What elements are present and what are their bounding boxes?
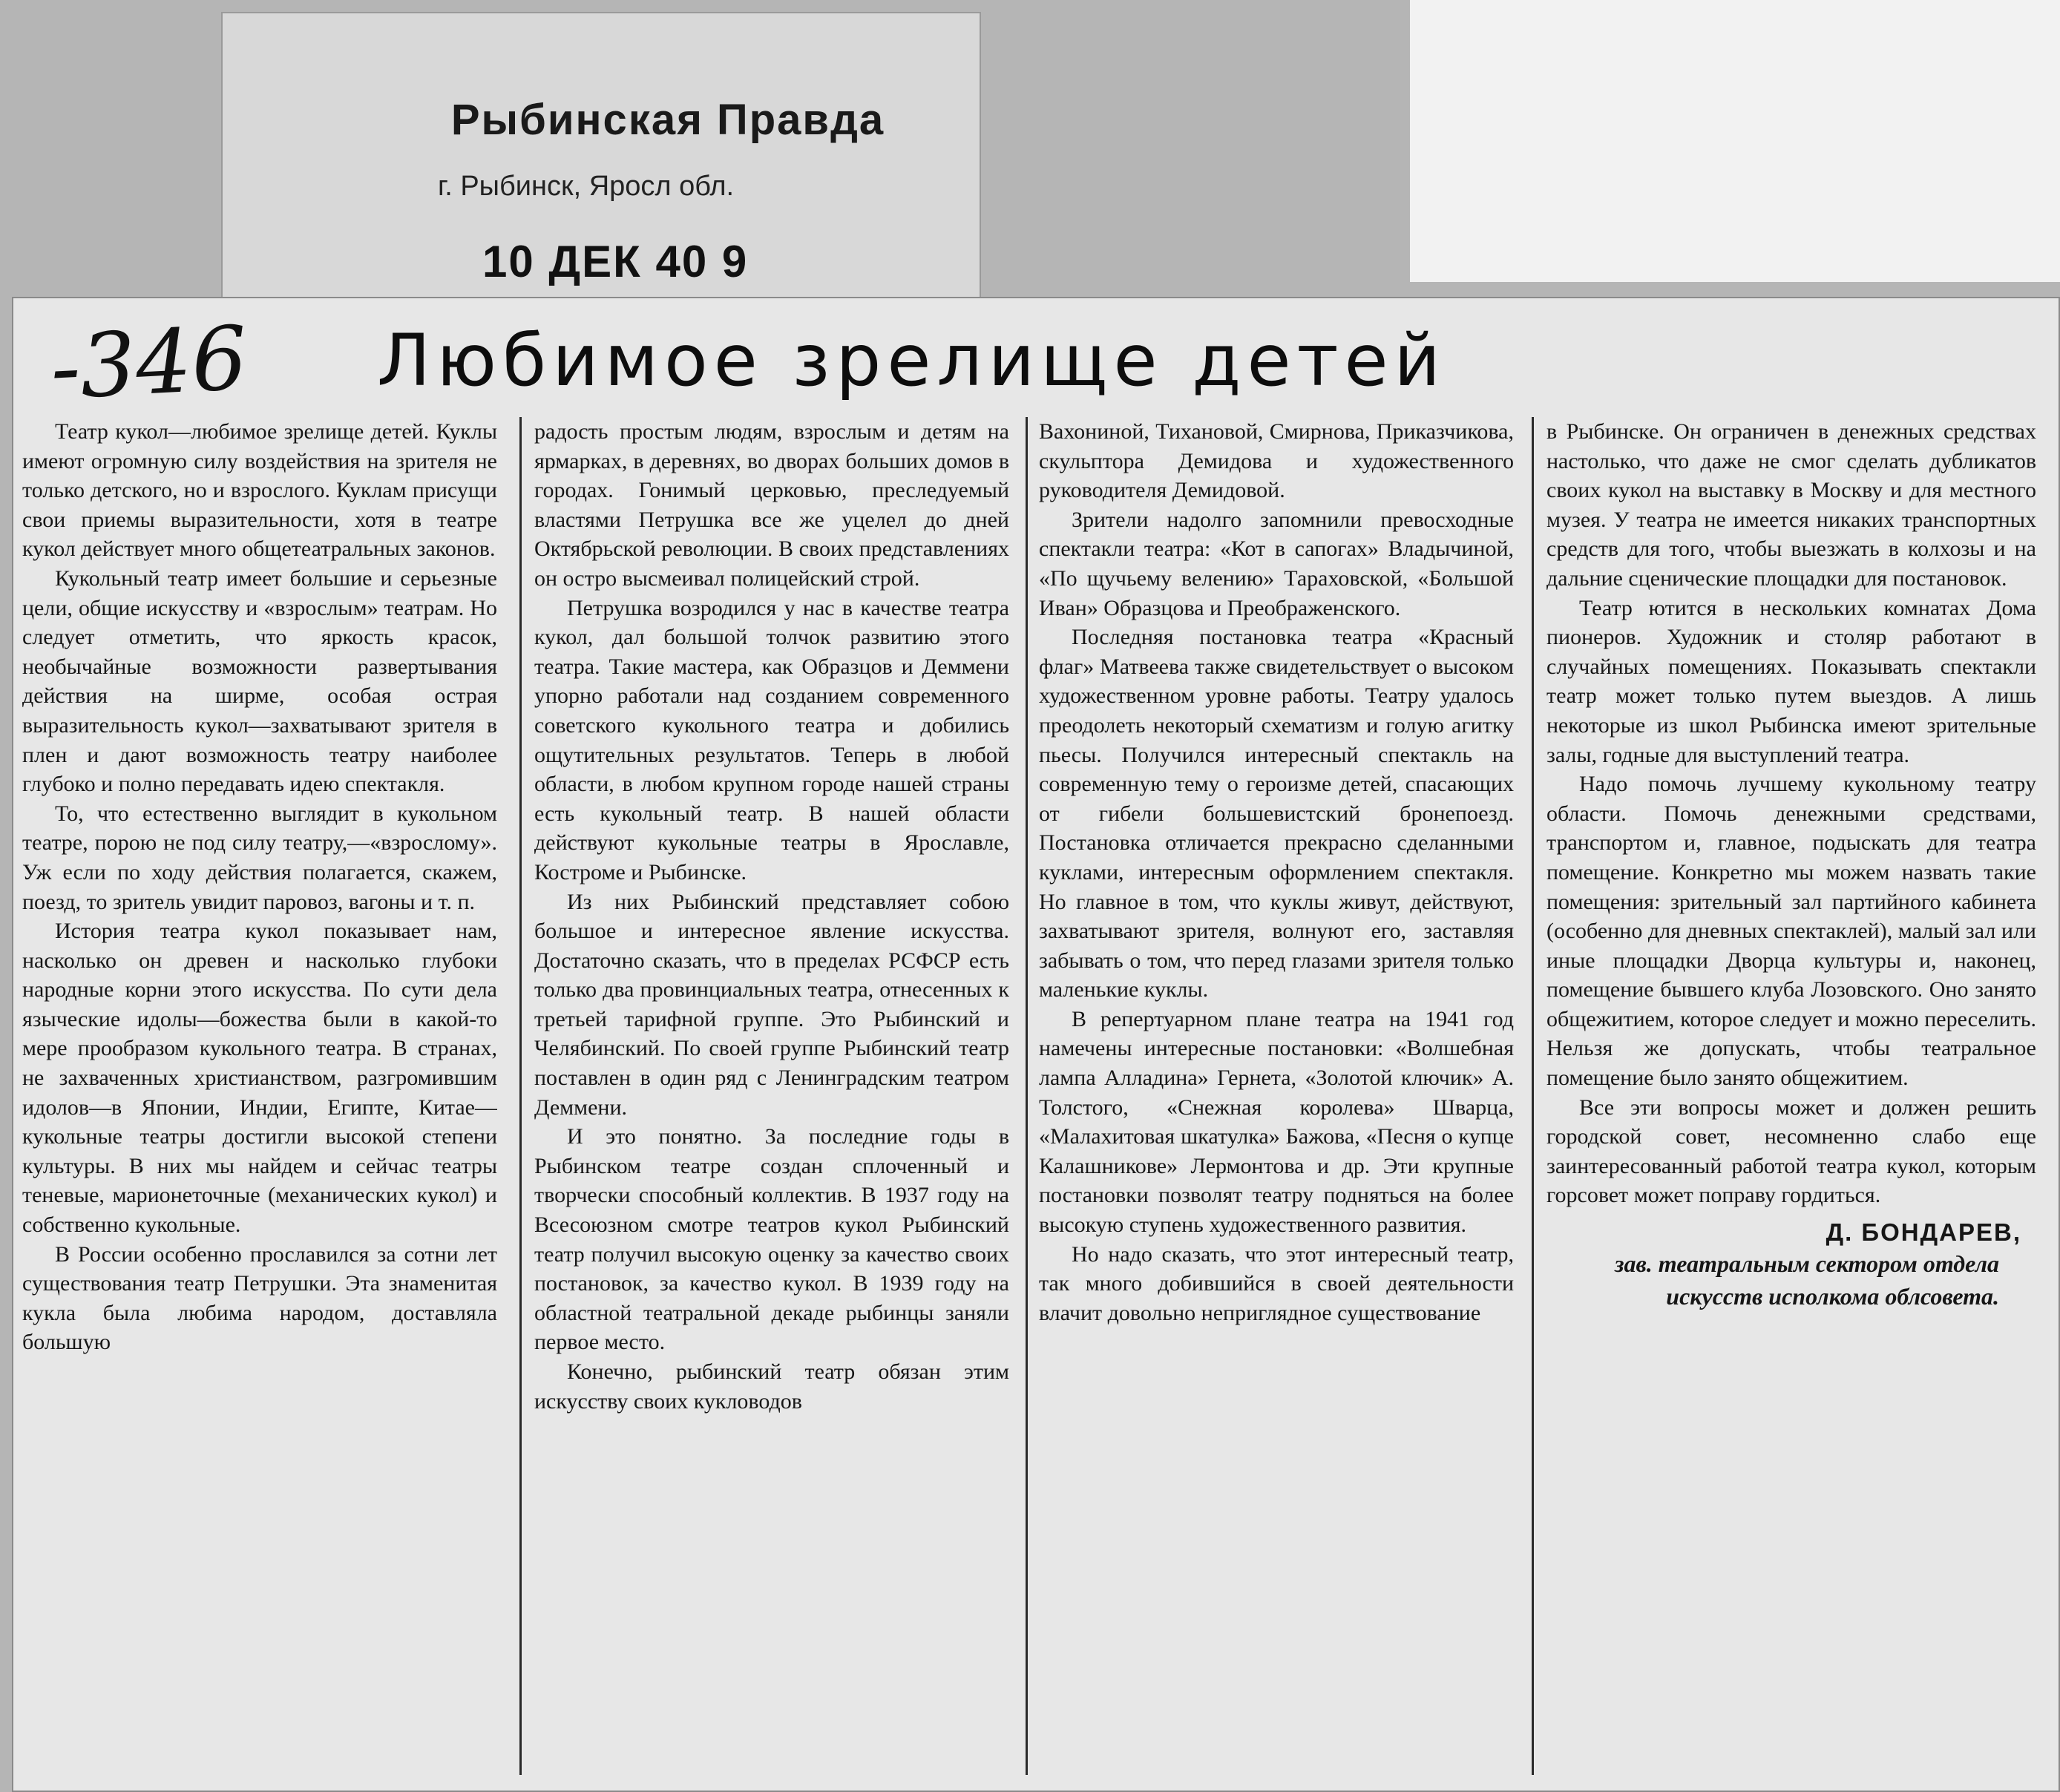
newspaper-name: Рыбинская Правда <box>450 96 885 144</box>
column-divider <box>1532 417 1534 1775</box>
newspaper-clipping <box>12 297 2060 1792</box>
paragraph: Петрушка возродился у нас в качестве театра кукол, дал большой толчок развитию этого театра. Такие мастера, как Образцов и Деммени упорно работали над созданием современного советского кукольного театра и добились ощутительных результатов. Теперь в любой области, в любом крупном городе нашей страны есть кукольный театр. В нашей области действуют кукольные театры в Ярославле, Костроме и Рыбинске. <box>534 595 1009 884</box>
paragraph: В России особенно прославился за сотни лет существования театр Петрушки. Эта знаменитая кукла была любима народом, доставляла большую <box>22 1241 497 1355</box>
archive-number: -346 <box>47 306 250 419</box>
article-column-4 <box>1546 417 2036 1775</box>
stamp-date: 10 ДЕК 40 9 <box>482 237 749 286</box>
paragraph: Конечно, рыбинский театр обязан этим искусству своих кукловодов <box>534 1359 1009 1414</box>
article-headline: Любимое зрелище детей <box>377 319 1446 402</box>
column-divider <box>519 417 522 1775</box>
article-column-1 <box>22 417 497 1775</box>
paragraph: Последняя постановка театра «Красный флаг» Матвеева также свидетельствует о высоком художественном уровне работы. Театру удалось преодолеть некоторый схематизм и голую агитку пьесы. Получился интересный спектакль на современную тему о героизме детей, спасающих от гибели большевистский бронепоезд. Постановка отличается прекрасно сделанными куклами, интересным оформлением спектакля. Но главное в том, что куклы живут, действуют, захватывают зрителя, волнуют его, заставляя забывать о том, что перед глазами зрителя только маленькие куклы. <box>1039 625 1514 1002</box>
article-column-3 <box>1039 417 1514 1775</box>
paragraph: Вахониной, Тихановой, Смирнова, Приказчикова, скульптора Демидова и художественного руководителя Демидовой. <box>1039 419 1514 503</box>
paragraph: Зрители надолго запомнили превосходные спектакли театра: «Кот в сапогах» Владычиной, «По щучьему велению» Тараховской, «Большой Иван» Образцова и Преображенского. <box>1039 507 1514 620</box>
paragraph: радость простым людям, взрослым и детям на ярмарках, в деревнях, во дворах больших домов в городах. Гонимый церковью, преследуемый властями Петрушка все же уцелел до дней Октябрьской революции. В своих представлениях он остро высмеивал полицейский строй. <box>534 419 1009 591</box>
article-column-2 <box>534 417 1009 1775</box>
paragraph: в Рыбинске. Он ограничен в денежных средствах настолько, что даже не смог сделать дубликатов своих кукол на выставку в Москву и для местного музея. У театра не имеется никаких транспортных средств для того, чтобы выезжать в колхозы и на дальние сценические площадки для постановок. <box>1546 419 2036 591</box>
paragraph: Надо помочь лучшему кукольному театру области. Помочь денежными средствами, транспортом и, главное, подыскать для театра помещение. Конкретно мы можем назвать такие помещения: зрительный зал партийного кабинета (особенно для дневных спектаклей), малый зал или иные площадки Дворца культуры и, наконец, помещение бывшего клуба Лозовского. Оно занято общежитием, которое следует и можно переселить. Нельзя же допускать, чтобы театральное помещение было занято общежитием. <box>1546 772 2036 1091</box>
column-divider <box>1026 417 1028 1775</box>
paragraph: Кукольный театр имеет большие и серьезные цели, общие искусству и «взрослым» театрам. Но следует отметить, что яркость красок, необычайные возможности развертывания действия на ширме, особая острая выразительность кукол—захватывают зрителя в плен и дают возможность театру наиболее глубоко и полно передавать идею спектакля. <box>22 565 497 797</box>
background-strip <box>1410 0 2060 282</box>
paragraph: Театр ютится в нескольких комнатах Дома пионеров. Художник и столяр работают в случайных помещениях. Показывать спектакли театр может только путем выездов. А лишь некоторые из школ Рыбинска имеют зрительные залы, годные для выступлений театра. <box>1546 595 2036 767</box>
paragraph: История театра кукол показывает нам, насколько он древен и насколько глубоки народные корни этого искусства. По сути дела языческие идолы—божества были в какой-то мере прообразом кукольного театра. В странах, не захваченных христианством, разгромившим идолов—в Японии, Индии, Египте, Китае—кукольные театры достигли высокой степени культуры. В них мы найдем и сейчас театры теневые, марионеточные (механических кукол) и собственно кукольные. <box>22 919 497 1238</box>
paragraph: Но надо сказать, что этот интересный театр, так много добившийся в своей деятельности влачит довольно неприглядное существование <box>1039 1241 1514 1325</box>
paragraph: И это понятно. За последние годы в Рыбинском театре создан сплоченный и творчески способный коллектив. В 1937 году на Всесоюзном смотре театров кукол Рыбинский театр получил высокую оценку за качество своих постановок, за качество кукол. В 1939 году на областной театральной декаде рыбинцы заняли первое место. <box>534 1124 1009 1355</box>
paragraph: Все эти вопросы может и должен решить городской совет, несомненно слабо еще заинтересованный работой театра кукол, которым горсовет может поправу гордиться. <box>1546 1094 2036 1208</box>
stamp-city: г. Рыбинск, Яросл обл. <box>438 171 735 202</box>
author-title: зав. театральным сектором отдела искусств исполкома облсовета. <box>1615 1250 1999 1310</box>
paragraph: Театр кукол—любимое зрелище детей. Куклы имеют огромную силу воздействия на зрителя не только детского, но и взрослого. Куклам присущи свои приемы выразительности, хотя в театре кукол действует много общетеатральных законов. <box>22 419 497 562</box>
paragraph: В репертуарном плане театра на 1941 год намечены интересные постановки: «Волшебная лампа Алладина» Гернета, «Золотой ключик» А. Толстого, «Снежная королева» Шварца, «Малахитовая шкатулка» Бажова, «Песня о купце Калашникове» Лермонтова и др. Эти крупные постановки позволят театру подняться на более высокую ступень художественного развития. <box>1039 1006 1514 1238</box>
newspaper-stamp <box>221 12 981 300</box>
author-name: Д. БОНДАРЕВ, <box>1826 1218 2021 1247</box>
paragraph: То, что естественно выглядит в кукольном театре, порою не под силу театру,—«взрослому». Уж если по ходу действия полагается, скажем, поезд, то зритель увидит паровоз, вагоны и т. п. <box>22 801 497 914</box>
paragraph: Из них Рыбинский представляет собою большое и интересное явление искусства. Достаточно сказать, что в пределах РСФСР есть только два провинциальных театра, отнесенных к третьей тарифной группе. Это Рыбинский и Челябинский. По своей группе Рыбинский театр поставлен в один ряд с Ленинградским театром Деммени. <box>534 889 1009 1120</box>
